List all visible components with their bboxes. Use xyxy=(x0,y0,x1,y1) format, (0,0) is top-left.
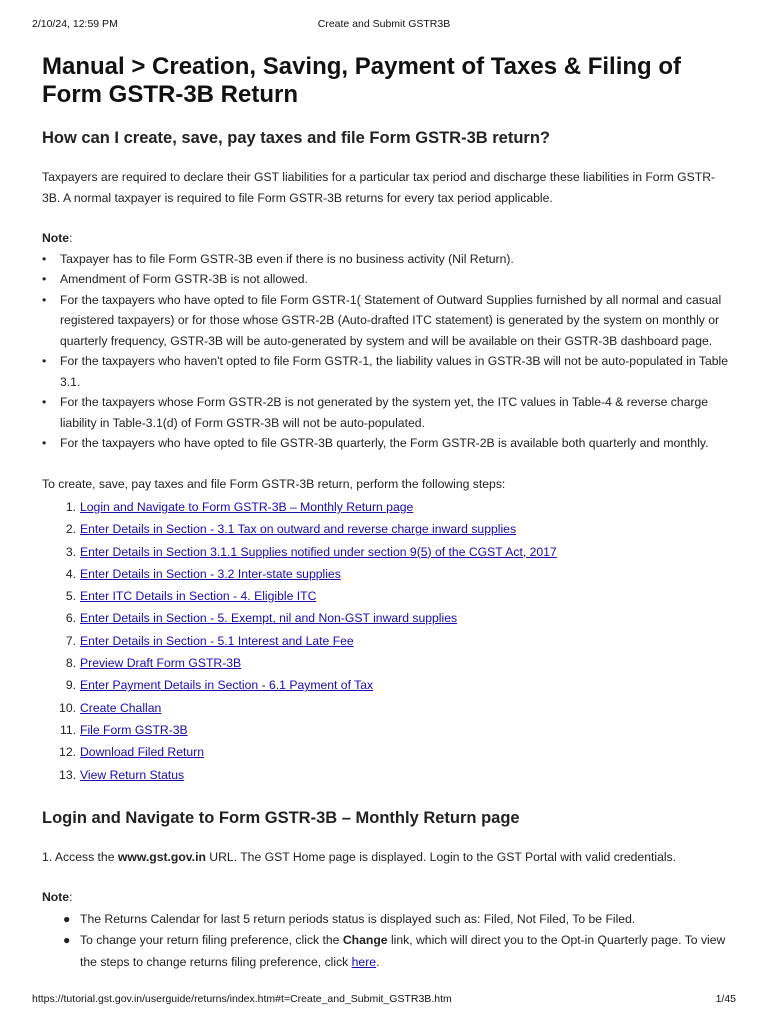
section-heading: Login and Navigate to Form GSTR-3B – Monthly Return page xyxy=(42,808,520,827)
step-item xyxy=(42,607,730,629)
note-item xyxy=(42,351,730,392)
note-item-text: For the taxpayers who have opted to file GSTR-3B quarterly, the Form GSTR-2B is available both quarterly and monthly. xyxy=(60,436,709,450)
access-paragraph xyxy=(42,847,730,868)
step-number: 13. xyxy=(59,767,76,782)
note-item xyxy=(42,290,730,352)
portal-url: www.gst.gov.in xyxy=(117,849,206,864)
step-link[interactable]: Enter Details in Section 3.1.1 Supplies notified under section 9(5) of the CGST Act, 2017 xyxy=(80,544,557,559)
step-item xyxy=(42,764,730,786)
note-item-text: For the taxpayers whose Form GSTR-2B is not generated by the system yet, the ITC values in Table-4 & reverse charge liability in Table-3.1(d) of Form GSTR-3B will not be auto-populated. xyxy=(60,395,709,430)
page-title: Manual > Creation, Saving, Payment of Taxes & Filing of Form GSTR-3B Return xyxy=(42,53,682,108)
intro-paragraph: Taxpayers are required to declare their GST liabilities for a particular tax period and discharge these liabilities in Form GSTR-3B. A normal taxpayer is required to file Form GSTR-3B returns for every tax period applicable. xyxy=(42,170,716,205)
step-item xyxy=(42,630,730,652)
disc-bullet: ● xyxy=(63,933,71,948)
print-date: 2/10/24, 12:59 PM xyxy=(32,18,118,30)
steps-list xyxy=(42,496,730,786)
step-item xyxy=(42,563,730,585)
step-link[interactable]: Download Filed Return xyxy=(80,745,204,760)
main-content xyxy=(42,53,730,973)
step-number: 4. xyxy=(65,566,76,581)
step-item xyxy=(42,697,730,719)
step-link[interactable]: Enter Payment Details in Section - 6.1 Payment of Tax xyxy=(80,678,374,693)
note-list-2 xyxy=(42,909,730,974)
bullet: • xyxy=(42,272,47,286)
note-item-text: Taxpayer has to file Form GSTR-3B even if there is no business activity (Nil Return). xyxy=(60,251,514,266)
note-list xyxy=(42,249,730,454)
step-number: 7. xyxy=(65,633,76,648)
step-number: 6. xyxy=(65,611,76,626)
bullet: • xyxy=(42,292,47,307)
change-keyword: Change xyxy=(342,933,388,948)
note-label-2: Note xyxy=(42,890,70,905)
step-number: 3. xyxy=(65,544,76,559)
note2-item xyxy=(42,909,730,931)
here-link[interactable]: here xyxy=(351,954,377,969)
step-link[interactable]: Enter Details in Section - 5. Exempt, nil and Non-GST inward supplies xyxy=(80,611,458,626)
step-item xyxy=(42,674,730,696)
step-link[interactable]: Login and Navigate to Form GSTR-3B – Monthly Return page xyxy=(80,500,414,514)
note2-middle: link, which will direct you to the Opt-in Quarterly page. To view the steps to change returns filing preference, click xyxy=(80,933,726,969)
step-link[interactable]: Enter ITC Details in Section - 4. Eligible ITC xyxy=(80,589,317,604)
bullet: • xyxy=(42,354,47,368)
page-number: 1/45 xyxy=(715,993,736,1005)
question-heading: How can I create, save, pay taxes and file Form GSTR-3B return? xyxy=(42,129,550,147)
step-number: 2. xyxy=(65,522,76,537)
bullet: • xyxy=(42,436,47,450)
access-suffix: URL. The GST Home page is displayed. Login to the GST Portal with valid credentials. xyxy=(205,849,677,864)
note-label: Note xyxy=(42,231,70,245)
bullet: • xyxy=(42,251,47,266)
print-title: Create and Submit GSTR3B xyxy=(317,18,451,30)
step-link[interactable]: Enter Details in Section - 3.1 Tax on outward and reverse charge inward supplies xyxy=(80,522,517,537)
step-number: 9. xyxy=(65,678,76,693)
step-item xyxy=(42,496,730,518)
disc-bullet: ● xyxy=(63,911,71,926)
step-link[interactable]: Preview Draft Form GSTR-3B xyxy=(80,656,242,671)
note-item-text: Amendment of Form GSTR-3B is not allowed. xyxy=(60,272,308,286)
note2-item-text: The Returns Calendar for last 5 return periods status is displayed such as: Filed, Not Filed, To be Filed. xyxy=(80,911,636,926)
note2-end: . xyxy=(376,954,380,969)
step-link[interactable]: File Form GSTR-3B xyxy=(80,722,188,737)
bullet: • xyxy=(42,395,47,409)
steps-intro: To create, save, pay taxes and file Form GSTR-3B return, perform the following steps: xyxy=(42,476,506,491)
step-link[interactable]: View Return Status xyxy=(80,767,185,782)
note-colon: : xyxy=(69,231,73,245)
note2-prefix: To change your return filing preference, click the xyxy=(80,933,343,948)
access-prefix: 1. Access the xyxy=(42,849,118,864)
step-item xyxy=(42,518,730,540)
step-link[interactable]: Create Challan xyxy=(80,700,162,715)
note-item-text: For the taxpayers who have opted to file Form GSTR-1( Statement of Outward Supplies furnished by all normal and casual registered taxpayers) or for those whose GSTR-2B (Auto-drafted ITC statement) is generated by the system on monthly or quarterly frequency, GSTR-3B will be auto-generated by system and will be available on their GSTR-3B dashboard page. xyxy=(60,292,722,348)
step-number: 11. xyxy=(59,722,76,737)
note-item-text: For the taxpayers who haven't opted to file Form GSTR-1, the liability values in GSTR-3B will not be auto-populated in Table 3.1. xyxy=(60,354,729,389)
step-number: 5. xyxy=(65,589,76,604)
print-footer xyxy=(32,993,736,1007)
step-number: 8. xyxy=(65,656,76,671)
step-number: 12. xyxy=(59,745,76,760)
step-item xyxy=(42,719,730,741)
step-number: 1. xyxy=(65,500,76,514)
note-item xyxy=(42,433,730,454)
step-link[interactable]: Enter Details in Section - 3.2 Inter-state supplies xyxy=(80,566,341,581)
note2-item xyxy=(42,930,730,973)
print-url: https://tutorial.gst.gov.in/userguide/returns/index.htm#t=Create_and_Submit_GSTR3B.htm xyxy=(32,993,452,1005)
step-link[interactable]: Enter Details in Section - 5.1 Interest and Late Fee xyxy=(80,633,354,648)
note-heading xyxy=(42,228,730,249)
note-heading-2 xyxy=(42,887,730,908)
step-item xyxy=(42,652,730,674)
step-item xyxy=(42,741,730,763)
step-item xyxy=(42,585,730,607)
note-item xyxy=(42,392,730,433)
print-header xyxy=(32,18,736,32)
step-item xyxy=(42,541,730,563)
step-number: 10. xyxy=(59,700,76,715)
note-colon-2: : xyxy=(69,890,73,905)
note-item xyxy=(42,249,730,270)
note-item xyxy=(42,269,730,290)
